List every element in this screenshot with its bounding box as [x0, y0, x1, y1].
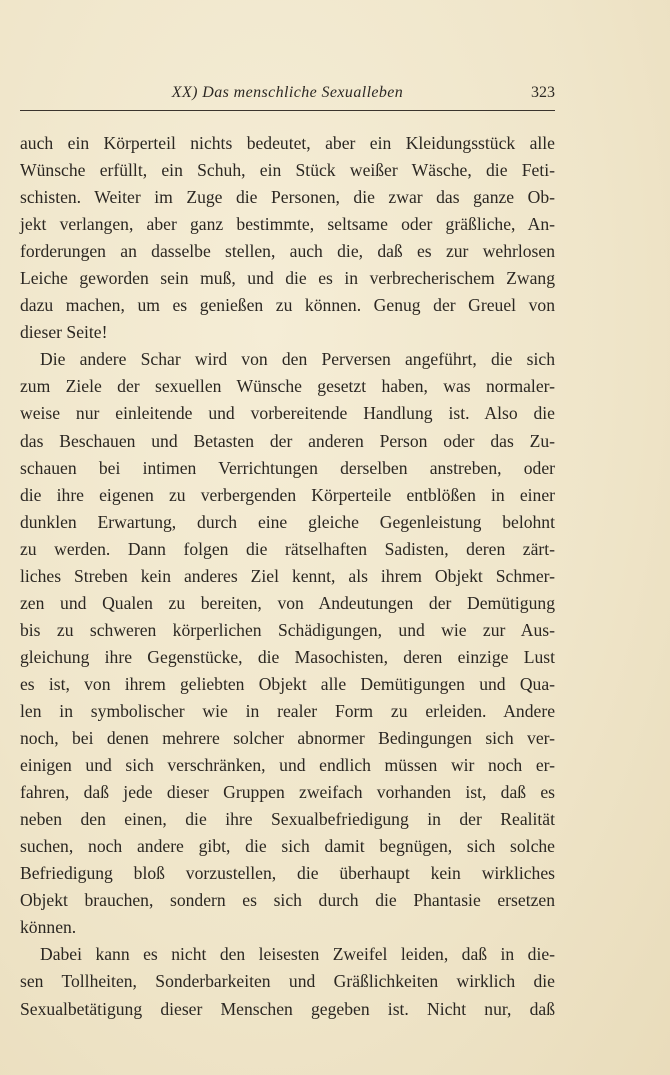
- text-line: Sexualbetätigung dieser Menschen gegeben ist. Nicht nur, daß: [20, 998, 555, 1019]
- text-line: schauen bei intimen Verrichtungen derselben anstreben, oder: [20, 457, 555, 478]
- text-line: Objekt brauchen, sondern es sich durch die Phantasie ersetzen: [20, 890, 555, 911]
- text-line: dunklen Erwartung, durch eine gleiche Gegenleistung belohnt: [20, 511, 555, 532]
- text-line: schisten. Weiter im Zuge die Personen, die zwar das ganze Ob-: [20, 187, 555, 208]
- text-line: forderungen an dasselbe stellen, auch die, daß es zur wehrlosen: [20, 241, 555, 262]
- text-line: können.: [20, 917, 77, 938]
- text-line: neben den einen, die ihre Sexualbefriedigung in der Realität: [20, 809, 555, 830]
- page-number: 323: [531, 84, 555, 101]
- text-line: Leiche geworden sein muß, und die es in verbrecherischem Zwang: [20, 268, 555, 289]
- text-line: Dabei kann es nicht den leisesten Zweifel leiden, daß in die-: [40, 944, 555, 965]
- running-head: [20, 84, 555, 108]
- running-title: XX) Das menschliche Sexualleben: [171, 84, 404, 101]
- text-line: zu werden. Dann folgen die rätselhaften Sadisten, deren zärt-: [20, 538, 555, 559]
- text-line: gleichung ihre Gegenstücke, die Masochisten, deren einzige Lust: [20, 646, 555, 667]
- text-line: zen und Qualen zu bereiten, von Andeutungen der Demütigung: [20, 592, 555, 613]
- text-line: noch, bei denen mehrere solcher abnormer Bedingungen sich ver-: [20, 728, 555, 749]
- text-line: bis zu schweren körperlichen Schädigungen, und wie zur Aus-: [20, 619, 555, 640]
- text-line: liches Streben kein anderes Ziel kennt, als ihrem Objekt Schmer-: [20, 565, 555, 586]
- text-line: zum Ziele der sexuellen Wünsche gesetzt haben, was normaler-: [20, 376, 555, 397]
- text-line: auch ein Körperteil nichts bedeutet, aber ein Kleidungsstück alle: [20, 133, 555, 153]
- text-line: Befriedigung bloß vorzustellen, die überhaupt kein wirkliches: [20, 863, 555, 884]
- text-line: dieser Seite!: [20, 322, 108, 343]
- header-rule: [20, 110, 555, 111]
- text-line: jekt verlangen, aber ganz bestimmte, seltsame oder gräßliche, An-: [20, 214, 555, 235]
- text-line: sen Tollheiten, Sonderbarkeiten und Gräßlichkeiten wirklich die: [20, 971, 555, 992]
- text-line: es ist, von ihrem geliebten Objekt alle Demütigungen und Qua-: [20, 673, 555, 694]
- text-line: suchen, noch andere gibt, die sich damit begnügen, sich solche: [20, 836, 555, 857]
- text-line: weise nur einleitende und vorbereitende Handlung ist. Also die: [20, 403, 555, 424]
- text-line: fahren, daß jede dieser Gruppen zweifach vorhanden ist, daß es: [20, 782, 555, 803]
- text-line: len in symbolischer wie in realer Form zu erleiden. Andere: [20, 700, 555, 721]
- text-line: einigen und sich verschränken, und endlich müssen wir noch er-: [20, 755, 555, 776]
- text-line: die ihre eigenen zu verbergenden Körperteile entblößen in einer: [20, 484, 555, 505]
- body-text: [20, 130, 555, 1023]
- text-line: Wünsche erfüllt, ein Schuh, ein Stück weißer Wäsche, die Feti-: [20, 160, 555, 181]
- text-line: das Beschauen und Betasten der anderen Person oder das Zu-: [20, 430, 555, 451]
- text-line: Die andere Schar wird von den Perversen angeführt, die sich: [40, 349, 555, 370]
- text-line: dazu machen, um es genießen zu können. Genug der Greuel von: [20, 295, 555, 316]
